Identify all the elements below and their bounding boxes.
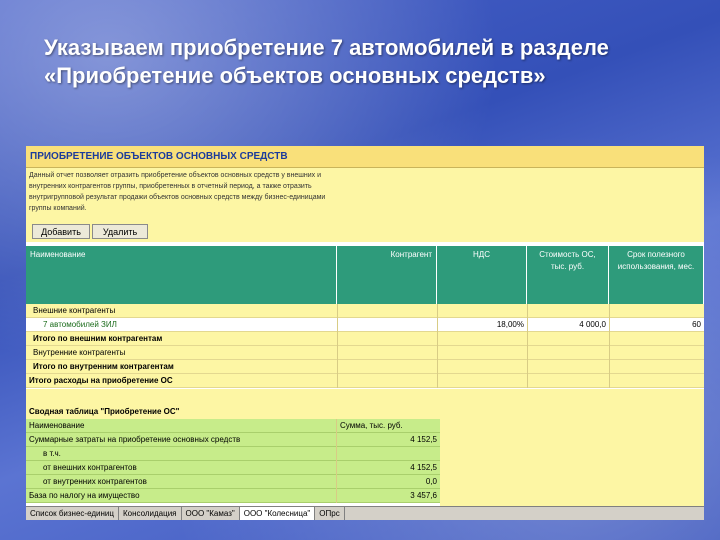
row-vat[interactable] <box>437 374 527 388</box>
row-vat[interactable] <box>437 332 527 346</box>
row-name: Итого по внешним контрагентам <box>33 334 163 343</box>
row-name: Внутренние контрагенты <box>33 348 126 357</box>
row-term[interactable] <box>609 346 704 360</box>
summary-row[interactable] <box>26 433 440 447</box>
row-name: Итого расходы на приобретение ОС <box>29 376 173 385</box>
row-vat[interactable] <box>437 346 527 360</box>
row-cost[interactable] <box>527 374 609 388</box>
section-title: ПРИОБРЕТЕНИЕ ОБЪЕКТОВ ОСНОВНЫХ СРЕДСТВ <box>26 146 704 168</box>
row-counterparty[interactable] <box>337 304 437 318</box>
summary-row[interactable] <box>26 447 440 461</box>
col-header-term: Срок полезного использования, мес. <box>609 246 704 304</box>
spreadsheet <box>26 146 704 520</box>
summary-row[interactable] <box>26 461 440 475</box>
row-counterparty[interactable] <box>337 332 437 346</box>
row-cost[interactable] <box>527 332 609 346</box>
delete-button[interactable]: Удалить <box>92 224 148 239</box>
summary-label: от внутренних контрагентов <box>43 477 147 486</box>
summary-value <box>336 447 440 461</box>
row-cost[interactable] <box>527 304 609 318</box>
summary-label: База по налогу на имущество <box>29 491 140 500</box>
table-row[interactable] <box>26 374 704 388</box>
summary-row[interactable] <box>26 489 440 503</box>
col-header-counterparty: Контрагент <box>337 246 437 304</box>
row-cost[interactable] <box>527 346 609 360</box>
summary-label: от внешних контрагентов <box>43 463 137 472</box>
row-term[interactable] <box>609 304 704 318</box>
summary-title: Сводная таблица "Приобретение ОС" <box>26 405 449 419</box>
summary-col-sum: Сумма, тыс. руб. <box>336 419 440 433</box>
row-cost[interactable]: 4 000,0 <box>527 318 609 332</box>
tab-kamaz[interactable]: ООО "Камаз" <box>182 507 240 520</box>
row-name: Внешние контрагенты <box>33 306 116 315</box>
sheet-tabs-bar <box>26 506 704 520</box>
summary-header-row <box>26 419 440 433</box>
summary-side-fill <box>440 405 704 509</box>
description-fill <box>340 168 704 242</box>
row-vat[interactable] <box>437 360 527 374</box>
tab-business-units[interactable]: Список бизнес-единиц <box>26 507 119 520</box>
summary-value: 4 152,5 <box>336 461 440 475</box>
table-row[interactable] <box>26 360 704 374</box>
col-header-name: Наименование <box>26 246 337 304</box>
row-cost[interactable] <box>527 360 609 374</box>
row-term[interactable] <box>609 374 704 388</box>
row-counterparty[interactable] <box>337 360 437 374</box>
summary-label: в т.ч. <box>43 449 61 458</box>
tab-kolesnitsa[interactable]: ООО "Колесница" <box>240 507 316 520</box>
summary-value: 4 152,5 <box>336 433 440 447</box>
row-term[interactable] <box>609 360 704 374</box>
tab-consolidation[interactable]: Консолидация <box>119 507 182 520</box>
summary-col-name: Наименование <box>29 421 85 430</box>
table-row[interactable] <box>26 346 704 360</box>
row-counterparty[interactable] <box>337 346 437 360</box>
table-row[interactable] <box>26 332 704 346</box>
summary-label: Суммарные затраты на приобретение основных средств <box>29 435 241 444</box>
tab-oprs[interactable]: ОПрс <box>315 507 344 520</box>
col-header-cost: Стоимость ОС, тыс. руб. <box>527 246 609 304</box>
row-name: 7 автомобилей ЗИЛ <box>43 320 117 329</box>
row-vat[interactable]: 18,00% <box>437 318 527 332</box>
table-row[interactable] <box>26 318 704 332</box>
description-text: Данный отчет позволяет отразить приобретение объектов основных средств у внешних и внутренних контрагентов группы, приобретенных в отчетный период, а также отразить внутригрупповой результат продажи объектов основных средств между бизнес-единицами группы компаний. <box>26 168 340 242</box>
row-term[interactable] <box>609 332 704 346</box>
summary-value: 0,0 <box>336 475 440 489</box>
summary-value: 3 457,6 <box>336 489 440 503</box>
row-counterparty[interactable] <box>337 374 437 388</box>
row-term[interactable]: 60 <box>609 318 704 332</box>
slide-title: Указываем приобретение 7 автомобилей в разделе «Приобретение объектов основных средств» <box>44 35 609 88</box>
summary-row[interactable] <box>26 475 440 489</box>
col-header-vat: НДС <box>437 246 527 304</box>
row-counterparty[interactable] <box>337 318 437 332</box>
row-vat[interactable] <box>437 304 527 318</box>
row-name: Итого по внутренним контрагентам <box>33 362 174 371</box>
table-row[interactable] <box>26 304 704 318</box>
add-button[interactable]: Добавить <box>32 224 90 239</box>
